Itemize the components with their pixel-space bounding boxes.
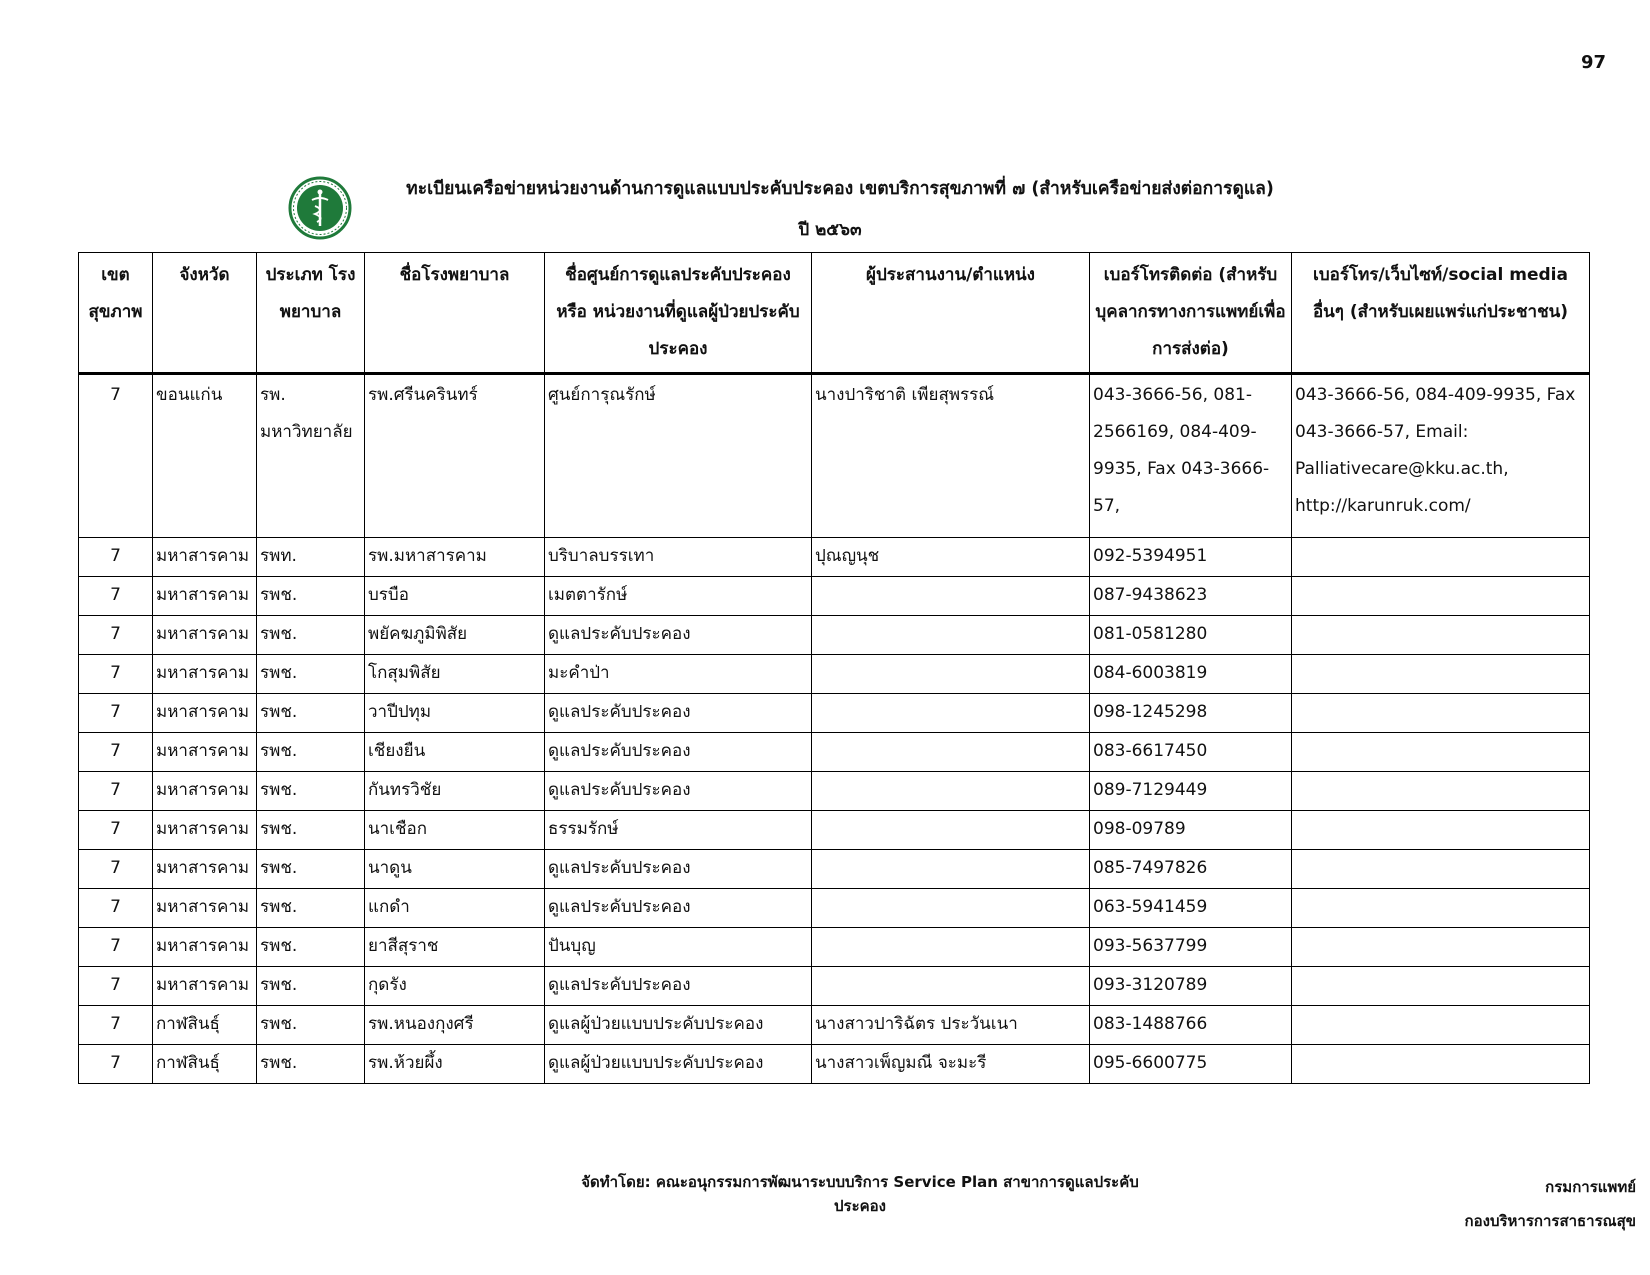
cell-referral-phone: 089-7129449	[1090, 772, 1292, 811]
column-header-province: จังหวัด	[153, 253, 257, 374]
cell-coordinator: ปุณญนุช	[812, 538, 1090, 577]
cell-hospital-type: รพช.	[257, 850, 365, 889]
cell-hospital-type: รพช.	[257, 577, 365, 616]
cell-hospital-type: รพช.	[257, 772, 365, 811]
page-number: 97	[1580, 52, 1606, 73]
cell-referral-phone: 085-7497826	[1090, 850, 1292, 889]
cell-referral-phone: 083-1488766	[1090, 1006, 1292, 1045]
cell-province: มหาสารคาม	[153, 928, 257, 967]
table-row	[79, 577, 1590, 616]
column-header-hospital-type: ประเภท โรงพยาบาล	[257, 253, 365, 374]
document-subtitle: ปี ๒๕๖๓	[798, 220, 862, 240]
cell-province: มหาสารคาม	[153, 733, 257, 772]
table-row	[79, 967, 1590, 1006]
cell-hospital-type: รพช.	[257, 1045, 365, 1084]
cell-coordinator	[812, 577, 1090, 616]
cell-hospital-name: กุดรัง	[365, 967, 545, 1006]
cell-care-center: มะคำป่า	[545, 655, 812, 694]
cell-zone: 7	[79, 1006, 153, 1045]
cell-hospital-name: วาปีปทุม	[365, 694, 545, 733]
cell-coordinator	[812, 811, 1090, 850]
cell-province: มหาสารคาม	[153, 577, 257, 616]
table-row	[79, 538, 1590, 577]
cell-care-center: ธรรมรักษ์	[545, 811, 812, 850]
cell-coordinator	[812, 928, 1090, 967]
cell-zone: 7	[79, 538, 153, 577]
cell-care-center: ดูแลผู้ป่วยแบบประคับประคอง	[545, 1006, 812, 1045]
column-header-referral-phone: เบอร์โทรติดต่อ (สำหรับบุคลากรทางการแพทย์เพื่อการส่งต่อ)	[1090, 253, 1292, 374]
cell-care-center: ดูแลประคับประคอง	[545, 772, 812, 811]
cell-referral-phone: 087-9438623	[1090, 577, 1292, 616]
cell-coordinator: นางปาริชาติ เพียสุพรรณ์	[812, 374, 1090, 538]
cell-zone: 7	[79, 733, 153, 772]
cell-zone: 7	[79, 694, 153, 733]
cell-province: มหาสารคาม	[153, 538, 257, 577]
cell-public-contact	[1292, 655, 1590, 694]
cell-hospital-type: รพช.	[257, 967, 365, 1006]
cell-coordinator	[812, 733, 1090, 772]
cell-hospital-type: รพช.	[257, 928, 365, 967]
cell-hospital-name: นาดูน	[365, 850, 545, 889]
cell-hospital-name: แกดำ	[365, 889, 545, 928]
cell-care-center: ดูแลประคับประคอง	[545, 967, 812, 1006]
document-title: ทะเบียนเครือข่ายหน่วยงานด้านการดูแลแบบประคับประคอง เขตบริการสุขภาพที่ ๗ (สำหรับเครือข่ายส่งต่อการดูแล)	[406, 179, 1274, 199]
cell-public-contact	[1292, 889, 1590, 928]
cell-referral-phone: 043-3666-56, 081-2566169, 084-409-9935, Fax 043-3666-57,	[1090, 374, 1292, 538]
cell-coordinator	[812, 694, 1090, 733]
cell-coordinator: นางสาวปาริฉัตร ประวันเนา	[812, 1006, 1090, 1045]
cell-zone: 7	[79, 577, 153, 616]
column-header-care-center: ชื่อศูนย์การดูแลประคับประคอง หรือ หน่วยงานที่ดูแลผู้ป่วยประคับประคอง	[545, 253, 812, 374]
cell-zone: 7	[79, 772, 153, 811]
table-row	[79, 616, 1590, 655]
footer-dept-line-1: กรมการแพทย์	[1545, 1178, 1636, 1196]
cell-province: มหาสารคาม	[153, 967, 257, 1006]
cell-hospital-type: รพช.	[257, 655, 365, 694]
footer-department	[1465, 1170, 1636, 1238]
cell-zone: 7	[79, 1045, 153, 1084]
table-row	[79, 1006, 1590, 1045]
table-row	[79, 889, 1590, 928]
cell-public-contact	[1292, 733, 1590, 772]
table-row	[79, 850, 1590, 889]
cell-hospital-name: รพ.ศรีนครินทร์	[365, 374, 545, 538]
cell-province: มหาสารคาม	[153, 616, 257, 655]
cell-referral-phone: 098-09789	[1090, 811, 1292, 850]
cell-referral-phone: 092-5394951	[1090, 538, 1292, 577]
cell-coordinator	[812, 616, 1090, 655]
cell-zone: 7	[79, 967, 153, 1006]
table-row	[79, 733, 1590, 772]
cell-referral-phone: 093-3120789	[1090, 967, 1292, 1006]
cell-hospital-name: รพ.หนองกุงศรี	[365, 1006, 545, 1045]
cell-public-contact	[1292, 1045, 1590, 1084]
cell-referral-phone: 095-6600775	[1090, 1045, 1292, 1084]
cell-hospital-type: รพช.	[257, 616, 365, 655]
cell-care-center: ปันบุญ	[545, 928, 812, 967]
cell-coordinator	[812, 772, 1090, 811]
column-header-public-contact: เบอร์โทร/เว็บไซท์/social media อื่นๆ (สำหรับเผยแพร่แก่ประชาชน)	[1292, 253, 1590, 374]
cell-care-center: ดูแลประคับประคอง	[545, 694, 812, 733]
cell-public-contact	[1292, 538, 1590, 577]
cell-hospital-name: เชียงยืน	[365, 733, 545, 772]
cell-zone: 7	[79, 811, 153, 850]
cell-province: มหาสารคาม	[153, 850, 257, 889]
cell-referral-phone: 093-5637799	[1090, 928, 1292, 967]
cell-hospital-type: รพช.	[257, 811, 365, 850]
cell-hospital-type: รพช.	[257, 694, 365, 733]
cell-care-center: ดูแลประคับประคอง	[545, 850, 812, 889]
cell-hospital-name: นาเชือก	[365, 811, 545, 850]
ministry-seal-logo	[288, 176, 352, 240]
cell-care-center: ดูแลประคับประคอง	[545, 733, 812, 772]
cell-coordinator	[812, 967, 1090, 1006]
table-header-row	[79, 253, 1590, 374]
cell-public-contact	[1292, 772, 1590, 811]
cell-referral-phone: 084-6003819	[1090, 655, 1292, 694]
cell-coordinator	[812, 655, 1090, 694]
table-row	[79, 655, 1590, 694]
cell-public-contact	[1292, 967, 1590, 1006]
cell-hospital-name: กันทรวิชัย	[365, 772, 545, 811]
cell-referral-phone: 098-1245298	[1090, 694, 1292, 733]
cell-coordinator: นางสาวเพ็ญมณี จะมะรี	[812, 1045, 1090, 1084]
cell-public-contact	[1292, 928, 1590, 967]
cell-hospital-name: โกสุมพิสัย	[365, 655, 545, 694]
cell-public-contact	[1292, 850, 1590, 889]
cell-hospital-name: พยัคฆภูมิพิสัย	[365, 616, 545, 655]
footer-credit: จัดทำโดย: คณะอนุกรรมการพัฒนาระบบบริการ Service Plan สาขาการดูแลประคับประคอง	[581, 1173, 1139, 1215]
cell-care-center: บริบาลบรรเทา	[545, 538, 812, 577]
cell-care-center: ดูแลประคับประคอง	[545, 616, 812, 655]
table-row	[79, 811, 1590, 850]
cell-hospital-type: รพ. มหาวิทยาลัย	[257, 374, 365, 538]
cell-hospital-name: รพ.ห้วยผึ้ง	[365, 1045, 545, 1084]
table-body	[79, 374, 1590, 1084]
cell-province: มหาสารคาม	[153, 694, 257, 733]
cell-care-center: ดูแลผู้ป่วยแบบประคับประคอง	[545, 1045, 812, 1084]
cell-zone: 7	[79, 655, 153, 694]
cell-public-contact	[1292, 616, 1590, 655]
cell-hospital-type: รพช.	[257, 1006, 365, 1045]
cell-province: มหาสารคาม	[153, 655, 257, 694]
cell-public-contact	[1292, 694, 1590, 733]
cell-province: มหาสารคาม	[153, 811, 257, 850]
cell-hospital-type: รพช.	[257, 889, 365, 928]
cell-zone: 7	[79, 616, 153, 655]
footer-dept-line-2: กองบริหารการสาธารณสุข	[1464, 1212, 1636, 1230]
cell-referral-phone: 063-5941459	[1090, 889, 1292, 928]
cell-hospital-type: รพท.	[257, 538, 365, 577]
column-header-zone: เขต สุขภาพ	[79, 253, 153, 374]
cell-public-contact	[1292, 1006, 1590, 1045]
cell-zone: 7	[79, 374, 153, 538]
cell-public-contact: 043-3666-56, 084-409-9935, Fax 043-3666-57, Email: Palliativecare@kku.ac.th, http://karunruk.com/	[1292, 374, 1590, 538]
cell-public-contact	[1292, 577, 1590, 616]
table-row	[79, 1045, 1590, 1084]
cell-province: ขอนแก่น	[153, 374, 257, 538]
cell-province: มหาสารคาม	[153, 889, 257, 928]
cell-hospital-name: บรบือ	[365, 577, 545, 616]
cell-province: กาฬสินธุ์	[153, 1045, 257, 1084]
cell-care-center: เมตตารักษ์	[545, 577, 812, 616]
table-row	[79, 772, 1590, 811]
cell-referral-phone: 083-6617450	[1090, 733, 1292, 772]
table-row	[79, 374, 1590, 538]
cell-province: มหาสารคาม	[153, 772, 257, 811]
cell-hospital-name: รพ.มหาสารคาม	[365, 538, 545, 577]
cell-zone: 7	[79, 850, 153, 889]
cell-coordinator	[812, 850, 1090, 889]
cell-coordinator	[812, 889, 1090, 928]
cell-hospital-name: ยาสีสุราช	[365, 928, 545, 967]
cell-care-center: ดูแลประคับประคอง	[545, 889, 812, 928]
table-row	[79, 928, 1590, 967]
cell-hospital-type: รพช.	[257, 733, 365, 772]
cell-zone: 7	[79, 889, 153, 928]
cell-care-center: ศูนย์การุณรักษ์	[545, 374, 812, 538]
column-header-coordinator: ผู้ประสานงาน/ตำแหน่ง	[812, 253, 1090, 374]
network-registry-table	[78, 252, 1590, 1084]
column-header-hospital-name: ชื่อโรงพยาบาล	[365, 253, 545, 374]
cell-referral-phone: 081-0581280	[1090, 616, 1292, 655]
cell-zone: 7	[79, 928, 153, 967]
cell-province: กาฬสินธุ์	[153, 1006, 257, 1045]
cell-public-contact	[1292, 811, 1590, 850]
table-row	[79, 694, 1590, 733]
